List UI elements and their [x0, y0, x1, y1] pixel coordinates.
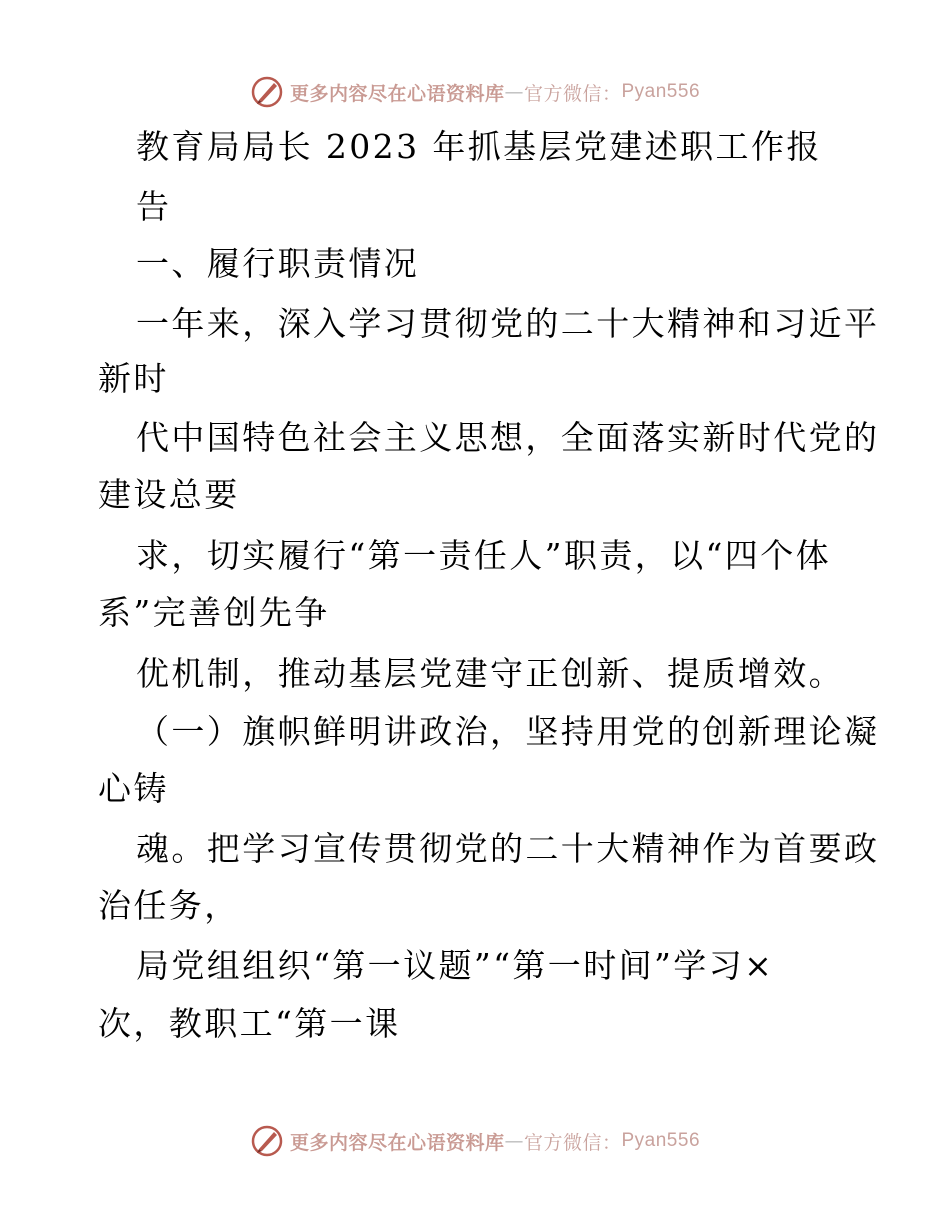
watermark-brand: 更多内容尽在心语资料库	[289, 1131, 505, 1154]
paragraph-line: 魂。把学习宣传贯彻党的二十大精神作为首要政	[136, 829, 880, 868]
paragraph-line: 次，教职工“第一课	[98, 1004, 401, 1043]
paragraph-line: 治任务，	[98, 886, 240, 925]
document-title-line-2: 告	[136, 187, 172, 226]
paragraph-line: 建设总要	[98, 475, 240, 514]
watermark-label: 官方微信：	[523, 82, 622, 105]
subsection-heading-line: （一）旗帜鲜明讲政治，坚持用党的创新理论凝	[136, 712, 880, 751]
paragraph-line: 新时	[98, 359, 169, 398]
paragraph-line: 一年来，深入学习贯彻党的二十大精神和习近平	[136, 304, 880, 343]
watermark-label: 官方微信：	[523, 1131, 622, 1154]
paragraph-line: 心铸	[98, 769, 169, 808]
paragraph-line: 求，切实履行“第一责任人”职责，以“四个体	[136, 536, 832, 575]
footer-watermark	[0, 1121, 950, 1161]
watermark-id: Pyan556	[621, 81, 701, 102]
watermark-id: Pyan556	[621, 1130, 701, 1151]
paragraph-line: 代中国特色社会主义思想，全面落实新时代党的	[136, 418, 880, 457]
paragraph-line: 局党组组织“第一议题”“第一时间”学习×	[136, 946, 775, 985]
watermark-separator: —	[504, 81, 524, 103]
paragraph-line: 优机制，推动基层党建守正创新、提质增效。	[136, 654, 844, 693]
watermark-brand: 更多内容尽在心语资料库	[289, 82, 505, 105]
section-heading: 一、履行职责情况	[136, 244, 420, 283]
watermark-separator: —	[504, 1130, 524, 1152]
quill-pen-logo-icon	[250, 1124, 284, 1158]
paragraph-line: 系”完善创先争	[98, 593, 330, 632]
document-title-line-1: 教育局局长 2023 年抓基层党建述职工作报	[136, 127, 822, 166]
